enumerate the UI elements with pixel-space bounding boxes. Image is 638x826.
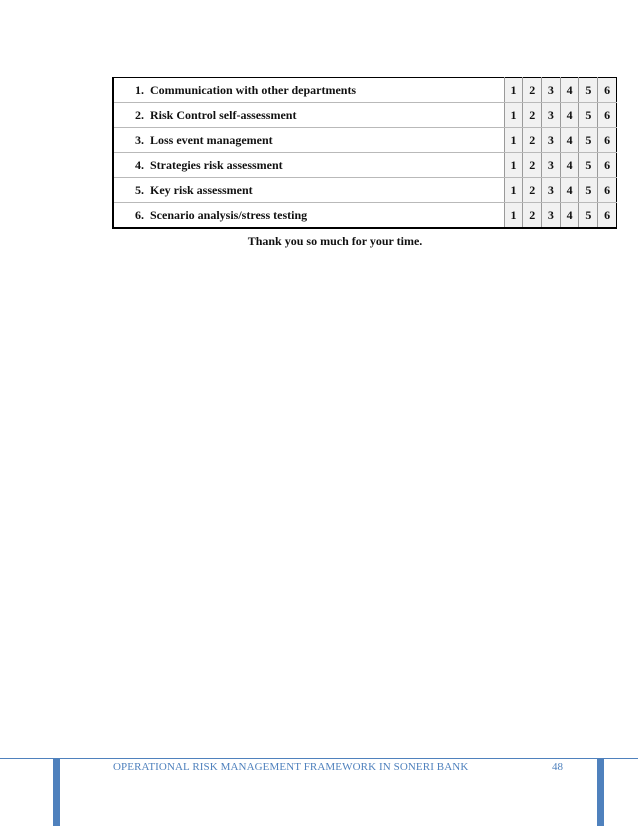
- item-cell: [113, 128, 504, 153]
- rating-option[interactable]: 2: [523, 128, 542, 153]
- rating-option[interactable]: 2: [523, 103, 542, 128]
- rating-option[interactable]: 1: [504, 78, 523, 103]
- rating-option[interactable]: 3: [542, 128, 561, 153]
- footer-left-bar: [53, 758, 60, 826]
- rating-option[interactable]: 4: [560, 178, 579, 203]
- rating-option[interactable]: 5: [579, 128, 598, 153]
- item-cell: [113, 178, 504, 203]
- item-number: 6.: [135, 207, 144, 222]
- rating-option[interactable]: 1: [504, 178, 523, 203]
- footer-title: OPERATIONAL RISK MANAGEMENT FRAMEWORK IN SONERI BANK: [113, 761, 469, 773]
- table-row: [113, 78, 617, 103]
- rating-option[interactable]: 4: [560, 103, 579, 128]
- rating-option[interactable]: 5: [579, 203, 598, 229]
- rating-option[interactable]: 1: [504, 103, 523, 128]
- rating-option[interactable]: 3: [542, 178, 561, 203]
- rating-option[interactable]: 2: [523, 153, 542, 178]
- rating-option[interactable]: 6: [598, 128, 617, 153]
- rating-option[interactable]: 3: [542, 78, 561, 103]
- rating-option[interactable]: 4: [560, 128, 579, 153]
- rating-option[interactable]: 6: [598, 153, 617, 178]
- item-label: Scenario analysis/stress testing: [150, 207, 308, 222]
- rating-option[interactable]: 6: [598, 103, 617, 128]
- table-row: [113, 153, 617, 178]
- rating-option[interactable]: 1: [504, 128, 523, 153]
- item-cell: [113, 203, 504, 229]
- rating-option[interactable]: 4: [560, 153, 579, 178]
- rating-option[interactable]: 4: [560, 203, 579, 229]
- rating-option[interactable]: 5: [579, 78, 598, 103]
- item-label: Risk Control self-assessment: [150, 107, 297, 122]
- footer-divider: [0, 758, 638, 759]
- rating-option[interactable]: 5: [579, 153, 598, 178]
- rating-option[interactable]: 1: [504, 153, 523, 178]
- footer-right-bar: [597, 758, 604, 826]
- rating-option[interactable]: 2: [523, 178, 542, 203]
- rating-option[interactable]: 2: [523, 203, 542, 229]
- item-label: Communication with other departments: [150, 82, 357, 97]
- rating-option[interactable]: 2: [523, 78, 542, 103]
- table-row: [113, 128, 617, 153]
- rating-option[interactable]: 3: [542, 203, 561, 229]
- rating-option[interactable]: 3: [542, 103, 561, 128]
- item-number: 1.: [135, 82, 144, 97]
- rating-scale-table: [112, 77, 617, 229]
- item-number: 3.: [135, 132, 144, 147]
- item-label: Strategies risk assessment: [150, 157, 283, 172]
- rating-option[interactable]: 5: [579, 178, 598, 203]
- item-number: 2.: [135, 107, 144, 122]
- rating-option[interactable]: 1: [504, 203, 523, 229]
- item-cell: [113, 103, 504, 128]
- rating-option[interactable]: 3: [542, 153, 561, 178]
- table-row: [113, 178, 617, 203]
- table-row: [113, 103, 617, 128]
- item-label: Key risk assessment: [150, 182, 253, 197]
- rating-option[interactable]: 4: [560, 78, 579, 103]
- rating-option[interactable]: 6: [598, 203, 617, 229]
- rating-option[interactable]: 6: [598, 178, 617, 203]
- item-cell: [113, 78, 504, 103]
- item-label: Loss event management: [150, 132, 273, 147]
- table-row: [113, 203, 617, 229]
- item-number: 5.: [135, 182, 144, 197]
- item-number: 4.: [135, 157, 144, 172]
- closing-message: Thank you so much for your time.: [247, 234, 423, 248]
- rating-option[interactable]: 6: [598, 78, 617, 103]
- item-cell: [113, 153, 504, 178]
- rating-option[interactable]: 5: [579, 103, 598, 128]
- page-number: 48: [552, 761, 563, 773]
